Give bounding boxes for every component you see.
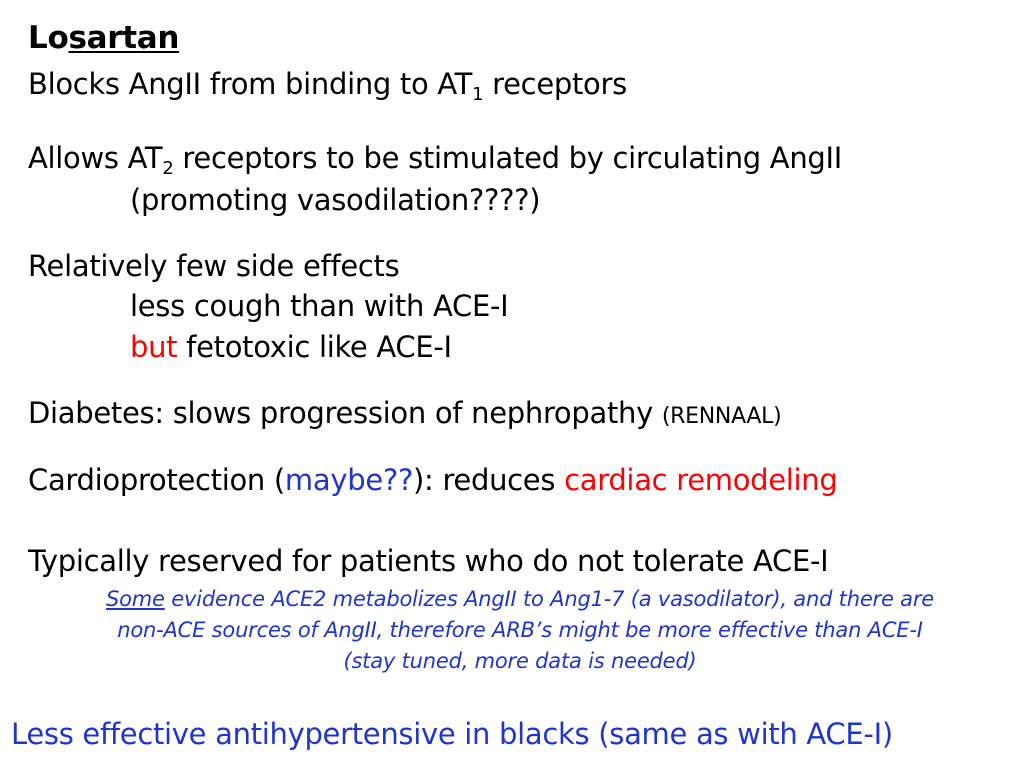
line1-subscript: 1: [472, 84, 484, 105]
cardiac-remodeling-text: cardiac remodeling: [564, 463, 838, 497]
note-line-1-rest: evidence ACE2 metabolizes AngII to Ang1-7 (a vasodilator), and there are: [164, 587, 934, 611]
title-underlined: sartan: [68, 20, 180, 56]
line-less-effective: Less effective antihypertensive in blacks (same as with ACE-I): [11, 717, 893, 751]
note-block: [20, 584, 1020, 677]
note-some: Some: [106, 587, 165, 611]
line-diabetes: [28, 395, 781, 435]
note-line-1: [20, 584, 1020, 615]
line-few-side-effects: Relatively few side effects: [28, 249, 400, 283]
title-prefix: Lo: [28, 20, 69, 56]
fetotoxic-text: fetotoxic like ACE-I: [177, 330, 452, 364]
diabetes-text: Diabetes: slows progression of nephropathy: [28, 396, 662, 430]
line2-text-a: Allows AT: [28, 141, 163, 175]
cardio-text-a: Cardioprotection (: [28, 463, 285, 497]
line-typically-reserved: Typically reserved for patients who do not tolerate ACE-I: [28, 544, 829, 578]
line-allows-at2: [28, 140, 843, 179]
but-word: but: [130, 330, 178, 364]
line-promoting-vasodilation: (promoting vasodilation????): [130, 183, 541, 217]
line1-text-a: Blocks AngII from binding to AT: [28, 67, 473, 101]
note-line-3: (stay tuned, more data is needed): [343, 649, 697, 673]
line2-text-b: receptors to be stimulated by circulating AngII: [173, 141, 843, 175]
cardio-text-b: ): reduces: [413, 463, 565, 497]
line1-text-b: receptors: [483, 67, 627, 101]
maybe-text: maybe??: [284, 463, 414, 497]
line-less-cough: less cough than with ACE-I: [130, 289, 509, 323]
line-blocks-angii: [28, 66, 627, 105]
line2-subscript: 2: [162, 158, 174, 179]
rennaal-label: (RENNAAL): [661, 404, 782, 429]
note-line-2: non-ACE sources of AngII, therefore ARB’s might be more effective than ACE-I: [117, 618, 923, 642]
slide-title: [28, 20, 179, 56]
line-fetotoxic: [130, 329, 452, 365]
line-cardioprotection: [28, 462, 838, 498]
